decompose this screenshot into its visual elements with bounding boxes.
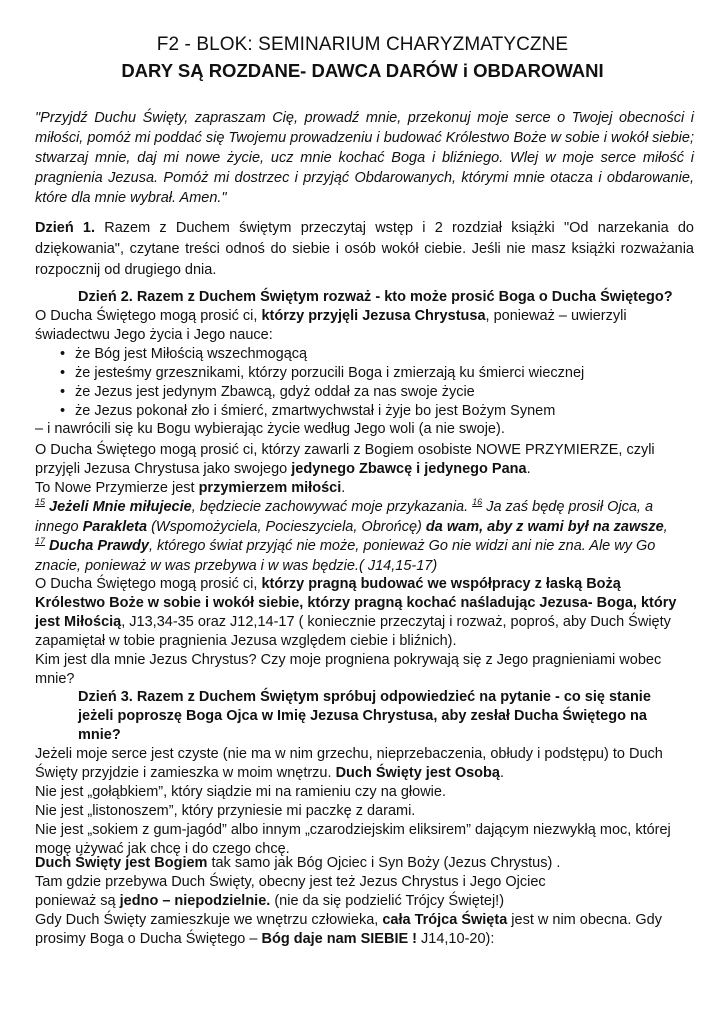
document-subtitle: DARY SĄ ROZDANE- DAWCA DARÓW i OBDAROWANI xyxy=(121,60,604,81)
day2-cooperation-paragraph: O Ducha Świętego mogą prosić ci, którzy pragną budować we współpracy z łaską Bożą Królestwo Boże w sobie i wokół siebie, którzy pragną kochać naśladując Jezusa- Boga, który jest Miłością, J13,34-35 oraz J12,14-17 ( koniecznie przeczytaj i rozważ, poproś, aby Duch Święty zapamiętał w tobie pragnienia Jezusa względem ciebie i bliźnich). xyxy=(35,576,677,649)
list-item: • że Bóg jest Miłością wszechmogącą xyxy=(35,345,694,364)
list-item: • że Jezus jest jedynym Zbawcą, gdyż oddał za nas swoje życie xyxy=(35,383,694,402)
list-item: • że Jezus pokonał zło i śmierć, zmartwychwstał i żyje bo jest Bożym Synem xyxy=(35,402,694,421)
day1-text: Razem z Duchem świętym przeczytaj wstęp i 2 rozdział książki "Od narzekania do dziękowania", czytane treści odnoś do siebie i osób wokół ciebie. Jeśli nie masz książki rozważania rozpocznij od drugiego dnia. xyxy=(35,220,694,278)
day1-paragraph xyxy=(35,218,694,281)
list-item: • że jesteśmy grzesznikami, którzy porzucili Boga i zmierzają ku śmierci wiecznej xyxy=(35,364,694,383)
day2-covenant: O Ducha Świętego mogą prosić ci, którzy zawarli z Bogiem osobiste NOWE PRZYMIERZE, czyli przyjęli Jezusa Chrystusa jako swojego jedynego Zbawcę i jedynego Pana. To Nowe Przymierze jest przymierzem miłości. xyxy=(35,442,655,496)
day2-heading: Dzień 2. Razem z Duchem Świętym rozważ - kto może prosić Boga o Ducha Świętego? xyxy=(78,289,673,305)
opening-prayer: "Przyjdź Duchu Święty, zapraszam Cię, prowadź mnie, przekonuj moje serce o Twojej obecności i miłości, pomóż mi poddać się Twojemu prowadzeniu i budować Królestwo Boże w sobie i wokół siebie; stwarzaj mnie, daj mi nowe życie, ucz mnie kochać Boga i bliźniego. Wlej w moje serce miłość i pragnienia Jezusa. Pomóż mi dostrzec i przyjąć Obdarowanych, którymi mnie otacza i obdarowanie, które dla mnie wybrał. Amen." xyxy=(35,110,694,206)
day1-label: Dzień 1. xyxy=(35,220,95,236)
day2-bullet-list xyxy=(35,345,694,421)
day2-reflection-question: Kim jest dla mnie Jezus Chrystus? Czy moje progniena pokrywają się z Jego pragnieniami wobec mnie? xyxy=(35,652,662,687)
document-title: F2 - BLOK: SEMINARIUM CHARYZMATYCZNE xyxy=(156,34,569,55)
day3-paragraph-1: Jeżeli moje serce jest czyste (nie ma w nim grzechu, nieprzebaczenia, obłudy i podstępu) to Duch Święty przyjdzie i zamieszka w moim wnętrzu. Duch Święty jest Osobą. Nie jest „gołąbkiem”, który siądzie mi na ramieniu czy na głowie. Nie jest „listonoszem”, który przyniesie mi paczkę z darami. Nie jest „sokiem z gum-jagód” albo innym „czarodziejskim eliksirem” dającym niezwykłą moc, której mogę używać jak chcę i do czego chcę. xyxy=(35,746,671,857)
scripture-quote-j14: $^{15}$ Jeżeli Mnie miłujecie, będziecie zachowywać moje przykazania. $^{16}$ Ja zaś będę prosił Ojca, a innego Parakleta (Wspomożyciela, Pocieszyciela, Obrońcę) da wam, aby z wami był na zawsze, $^{17}$ Ducha Prawdy, którego świat przyjąć nie może, ponieważ Go nie widzi ani nie zna. Ale wy Go znacie, ponieważ w was przebywa i w was będzie.( J14,15-17) xyxy=(35,497,668,574)
day3-heading: Dzień 3. Razem z Duchem Świętym spróbuj odpowiedzieć na pytanie - co się stanie jeżeli poproszę Boga Ojca w Imię Jezusa Chrystusa, aby zesłał Ducha Świętego na mnie? xyxy=(78,689,651,743)
day3-paragraph-2: Duch Święty jest Bogiem tak samo jak Bóg Ojciec i Syn Boży (Jezus Chrystus) . Tam gdzie przebywa Duch Święty, obecny jest też Jezus Chrystus i Jego Ojciec ponieważ są jedno – niepodzielnie. (nie da się podzielić Trójcy Świętej!) Gdy Duch Święty zamieszkuje we wnętrzu człowieka, cała Trójca Święta jest w nim obecna. Gdy prosimy Boga o Ducha Świętego – Bóg daje nam SIEBIE ! J14,10-20): xyxy=(35,855,663,947)
day2-after-bullets: – i nawrócili się ku Bogu wybierając życie według Jego woli (a nie swoje). xyxy=(35,421,505,437)
day2-intro: O Ducha Świętego mogą prosić ci, którzy przyjęli Jezusa Chrystusa, ponieważ – uwierzyli świadectwu Jego życia i Jego nauce: xyxy=(35,308,627,343)
